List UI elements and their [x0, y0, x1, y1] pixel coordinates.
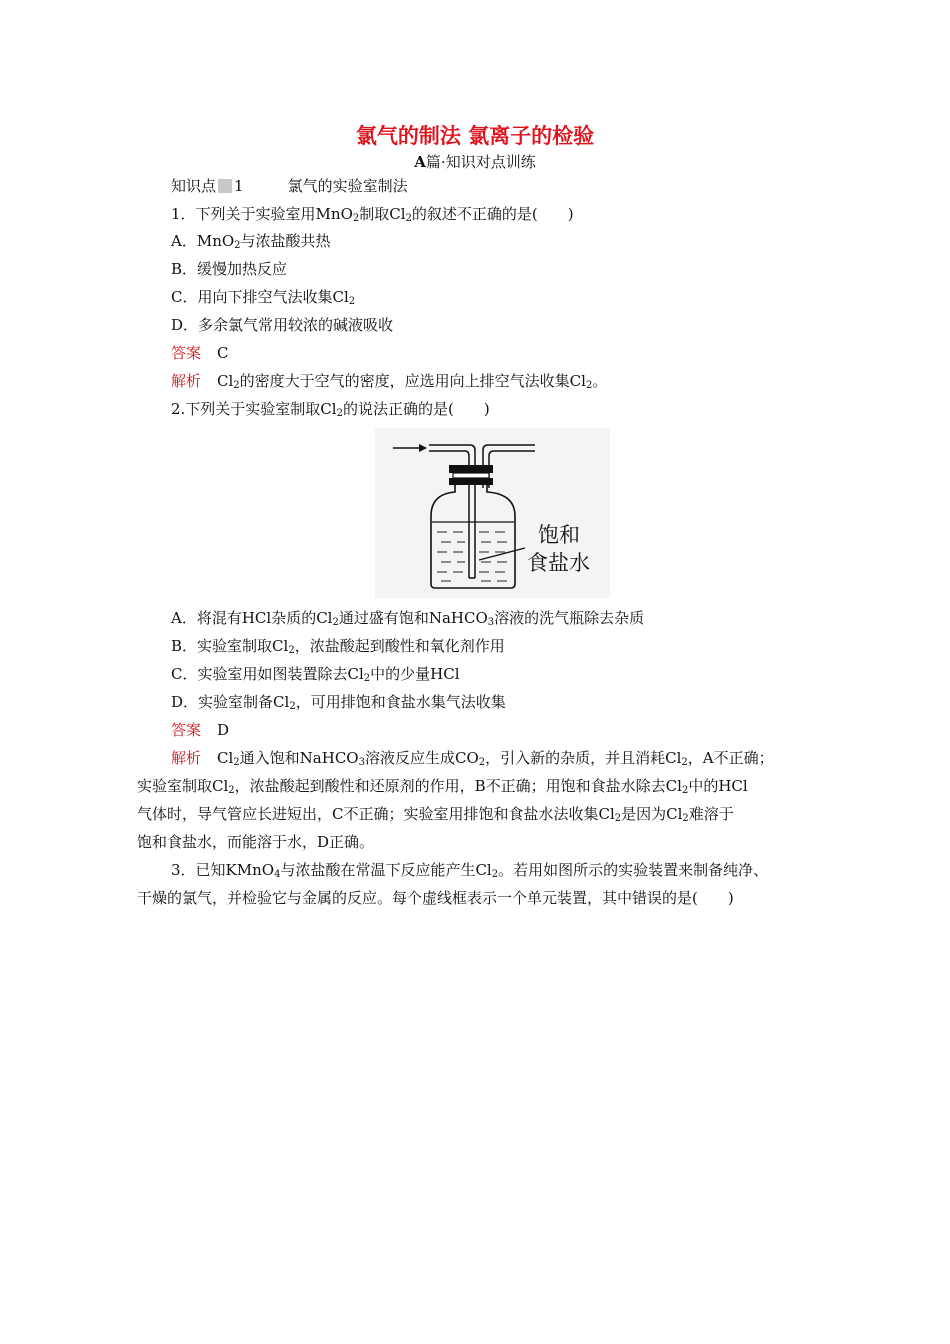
kp-topic: 氯气的实验室制法 — [287, 177, 408, 195]
q2-option-b: B．实验室制取$Cl_2$，浓盐酸起到酸性和氧化剂作用 — [171, 637, 505, 656]
page-title: 氯气的制法 氯离子的检验 — [355, 124, 595, 148]
analysis-label: 解析 — [171, 749, 202, 767]
figure-label-brine: 食盐水 — [527, 551, 590, 575]
q2-option-a: A．将混有HCl杂质的$Cl_2$通过盛有饱和NaHCO$_3$溶液的洗气瓶除去杂质 — [171, 609, 645, 628]
answer-value: D — [217, 721, 230, 739]
section-subtitle — [0, 152, 950, 172]
knowledge-point-heading — [171, 176, 408, 196]
stopper-middle — [453, 473, 489, 478]
q3-stem-line-1: 3．已知KMnO$_4$与浓盐酸在常温下反应能产生$Cl_2$。若用如图所示的实验装置来制备纯净、 — [171, 861, 769, 880]
q1-option-c: C．用向下排空气法收集$Cl_2$ — [171, 288, 356, 307]
answer-label: 答案 — [171, 721, 202, 739]
stopper-bottom — [449, 478, 493, 485]
q1-option-b: B．缓慢加热反应 — [171, 260, 288, 278]
q1-option-d: D．多余氯气常用较浓的碱液吸收 — [171, 316, 394, 334]
q2-answer — [171, 720, 229, 740]
gas-washing-bottle-figure — [375, 428, 610, 598]
q2-stem: 2.下列关于实验室制取$Cl_2$的说法正确的是( ) — [171, 400, 490, 419]
q1-stem: 1．下列关于实验室用MnO$_2$制取$Cl_2$的叙述不正确的是( ) — [171, 205, 574, 224]
subtitle-bold: A — [414, 153, 426, 171]
q2-analysis-line-4: 饱和食盐水，而能溶于水，D正确。 — [137, 833, 375, 851]
q2-option-c: C．实验室用如图装置除去$Cl_2$中的少量HCl — [171, 665, 460, 684]
q3-stem-line-2: 干燥的氯气，并检验它与金属的反应。每个虚线框表示一个单元装置，其中错误的是( ) — [137, 889, 734, 907]
kp-prefix: 知识点 — [171, 177, 217, 195]
stopper-top — [449, 465, 493, 473]
q1-option-a: A．MnO$_2$与浓盐酸共热 — [171, 232, 331, 251]
answer-label: 答案 — [171, 344, 202, 362]
answer-value: C — [217, 344, 229, 362]
q2-analysis-line-1: 解析 $Cl_2$通入饱和NaHCO$_3$溶液反应生成$CO_2$，引入新的杂质，并且消耗$Cl_2$，A不正确； — [171, 749, 774, 768]
analysis-label: 解析 — [171, 372, 202, 390]
subtitle-rest: 篇·知识对点训练 — [425, 153, 536, 171]
q2-analysis-line-3: 气体时，导气管应长进短出，C不正确；实验室用排饱和食盐水法收集$Cl_2$是因为$Cl_2$难溶于 — [137, 805, 734, 824]
q2-option-d: D．实验室制备$Cl_2$，可用排饱和食盐水集气法收集 — [171, 693, 506, 712]
figure-label-saturated: 饱和 — [538, 523, 580, 547]
kp-number: 1 — [234, 177, 244, 195]
q1-analysis: 解析 $Cl_2$的密度大于空气的密度，应选用向上排空气法收集$Cl_2$。 — [171, 372, 608, 391]
q2-analysis-line-2: 实验室制取$Cl_2$，浓盐酸起到酸性和还原剂的作用，B不正确；用饱和食盐水除去$Cl_2$中的HCl — [137, 777, 748, 796]
q1-answer — [171, 343, 229, 363]
kp-marker-box — [218, 179, 232, 193]
